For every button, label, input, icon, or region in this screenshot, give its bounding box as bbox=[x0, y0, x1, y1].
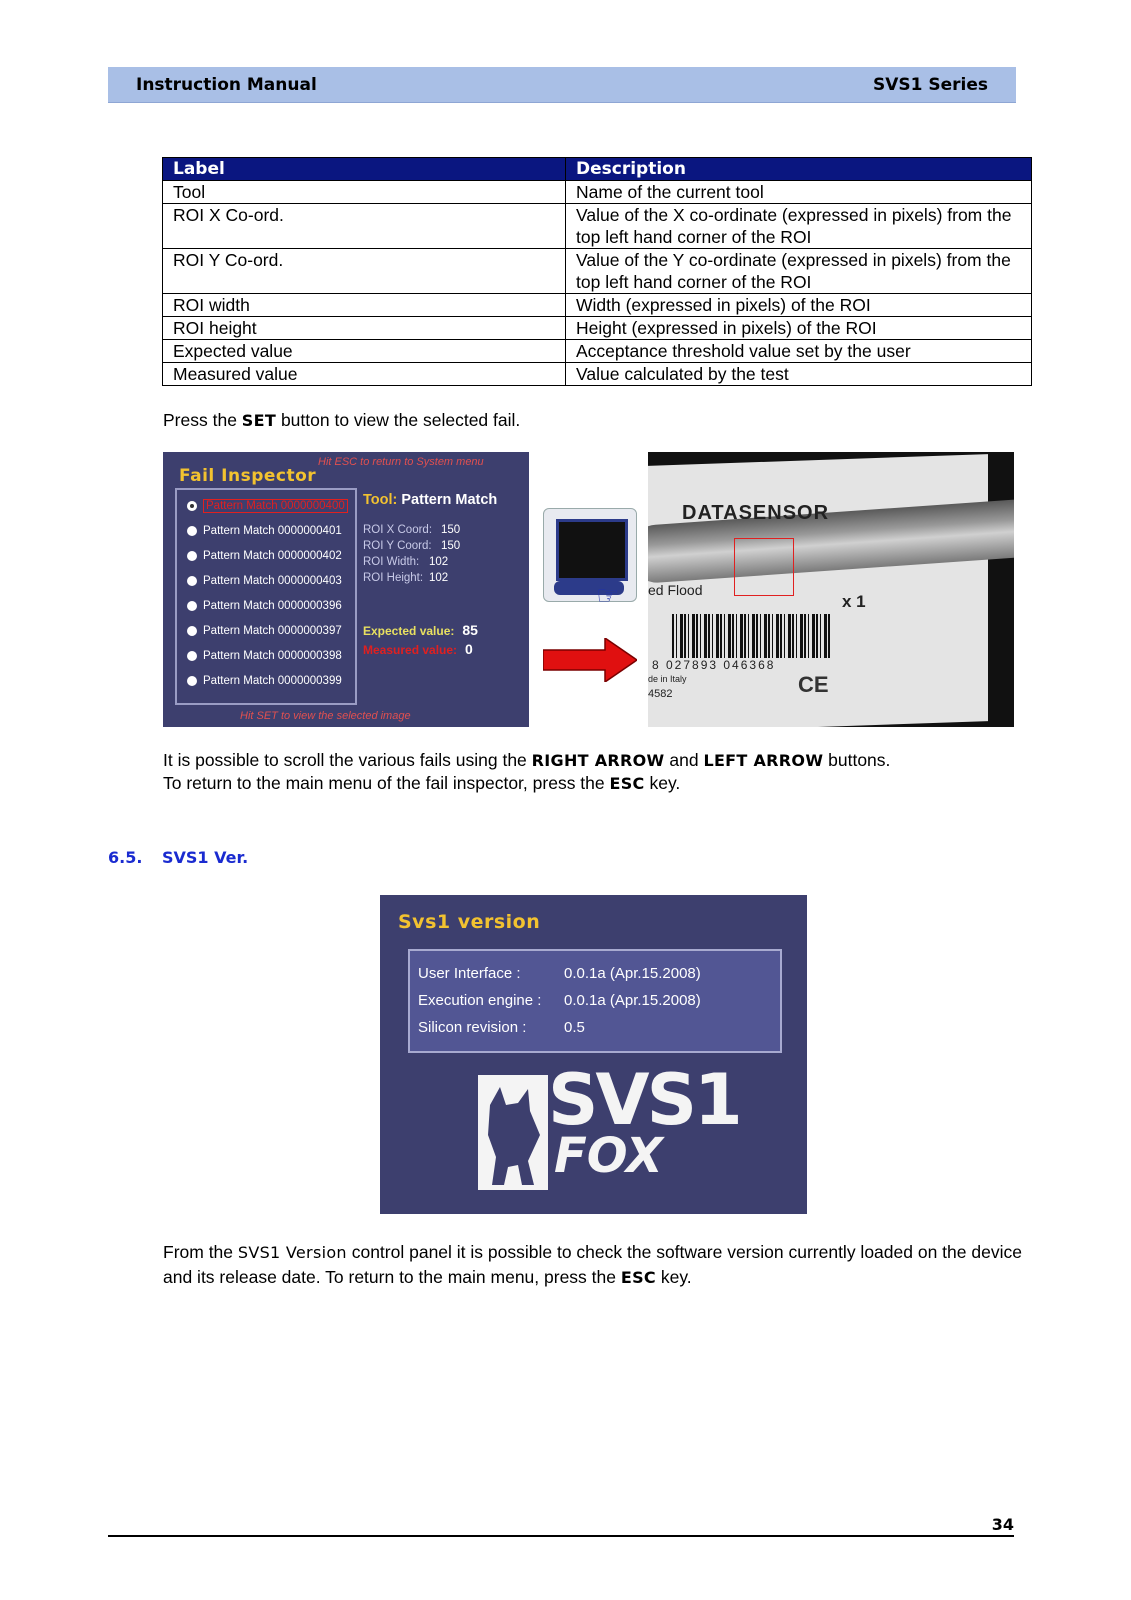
product-photo bbox=[648, 452, 1014, 727]
fail-list-item[interactable] bbox=[187, 671, 342, 691]
expected-value: 85 bbox=[462, 622, 478, 638]
table-cell-label: Measured value bbox=[163, 363, 566, 386]
count-text: x 1 bbox=[842, 592, 866, 611]
fail-inspector-screen bbox=[163, 452, 529, 727]
fail-list-item[interactable] bbox=[187, 646, 342, 666]
roi-value: 150 bbox=[441, 524, 461, 536]
text: From the bbox=[163, 1242, 238, 1262]
table-cell-label: ROI Y Co-ord. bbox=[163, 249, 566, 294]
version-row-ui bbox=[418, 965, 701, 982]
table-row bbox=[163, 181, 1032, 204]
table-row bbox=[163, 249, 1032, 294]
page-header bbox=[108, 67, 1016, 103]
fail-item-label: Pattern Match 0000000403 bbox=[203, 575, 342, 587]
table-header-row bbox=[163, 158, 1032, 181]
section-heading bbox=[108, 848, 248, 867]
expected-label: Expected value: bbox=[363, 624, 455, 638]
table-row bbox=[163, 317, 1032, 340]
fail-item-label: Pattern Match 0000000396 bbox=[203, 600, 342, 612]
column-header-label: Label bbox=[163, 158, 566, 181]
fail-list-item[interactable] bbox=[187, 496, 348, 516]
fail-item-label: Pattern Match 0000000397 bbox=[203, 625, 342, 637]
fail-item-label: Pattern Match 0000000399 bbox=[203, 675, 342, 687]
roi-width-readout bbox=[363, 556, 449, 568]
table-row bbox=[163, 294, 1032, 317]
key-left-arrow: LEFT ARROW bbox=[703, 751, 824, 770]
table-cell-description: Value calculated by the test bbox=[566, 363, 1032, 386]
logo-svs1-text: SVS1 bbox=[548, 1059, 740, 1141]
header-series: SVS1 Series bbox=[872, 75, 988, 95]
version-row-silicon bbox=[418, 1019, 585, 1036]
table-cell-label: Expected value bbox=[163, 340, 566, 363]
press-set-paragraph bbox=[163, 409, 520, 432]
radio-icon bbox=[187, 576, 197, 586]
key-right-arrow: RIGHT ARROW bbox=[531, 751, 665, 770]
text: and bbox=[664, 750, 704, 770]
radio-icon bbox=[187, 501, 197, 511]
tool-key: Tool: bbox=[363, 492, 398, 508]
tool-readout bbox=[363, 492, 497, 508]
text: To return to the main menu of the fail inspector, press the bbox=[163, 773, 610, 793]
fail-list bbox=[175, 488, 357, 705]
hint-esc: Hit ESC to return to System menu bbox=[318, 456, 484, 468]
key-esc: ESC bbox=[620, 1268, 656, 1287]
version-key: Silicon revision : bbox=[418, 1019, 527, 1036]
roi-key: ROI X Coord: bbox=[363, 524, 433, 536]
table-cell-label: ROI X Co-ord. bbox=[163, 204, 566, 249]
text: button to view the selected fail. bbox=[276, 410, 521, 430]
key-esc: ESC bbox=[609, 774, 645, 793]
text: Press the bbox=[163, 410, 242, 430]
radio-icon bbox=[187, 676, 197, 686]
radio-icon bbox=[187, 601, 197, 611]
label-description-table bbox=[162, 157, 1032, 386]
fail-item-label: Pattern Match 0000000400 bbox=[203, 499, 348, 513]
key-set: SET bbox=[241, 411, 277, 430]
version-key: Execution engine : bbox=[418, 992, 542, 1009]
fail-list-item[interactable] bbox=[187, 621, 342, 641]
table-cell-description: Value of the Y co-ordinate (expressed in pixels) from the top left hand corner of the ROI bbox=[566, 249, 1032, 294]
header-title: Instruction Manual bbox=[136, 75, 317, 95]
pointing-hand-icon: ☞ bbox=[596, 580, 620, 610]
table-cell-description: Value of the X co-ordinate (expressed in pixels) from the top left hand corner of the ROI bbox=[566, 204, 1032, 249]
table-cell-label: Tool bbox=[163, 181, 566, 204]
text: control panel it is possible to check the software version currently loaded on the device and its release date. To return to the main menu, press the bbox=[163, 1242, 1022, 1287]
tool-value: Pattern Match bbox=[401, 492, 498, 508]
table-cell-description: Name of the current tool bbox=[566, 181, 1032, 204]
roi-value: 102 bbox=[429, 556, 449, 568]
fail-item-label: Pattern Match 0000000398 bbox=[203, 650, 342, 662]
fail-list-item[interactable] bbox=[187, 596, 342, 616]
roi-key: ROI Y Coord: bbox=[363, 540, 432, 552]
svs1-version-screen bbox=[380, 895, 807, 1214]
text: buttons. bbox=[823, 750, 891, 770]
logo-fox-text: FOX bbox=[554, 1128, 663, 1184]
made-in-text: de in Italy bbox=[648, 674, 687, 684]
section-number: 6.5. bbox=[108, 848, 143, 867]
radio-icon bbox=[187, 651, 197, 661]
ce-mark: CE bbox=[798, 672, 829, 697]
measured-value: 0 bbox=[465, 641, 473, 657]
device-screen bbox=[556, 519, 628, 581]
roi-key: ROI Height: bbox=[363, 572, 424, 584]
brand-text: DATASENSOR bbox=[682, 502, 830, 524]
version-info-box bbox=[408, 949, 782, 1053]
fail-list-item[interactable] bbox=[187, 546, 342, 566]
measured-label: Measured value: bbox=[363, 643, 458, 657]
table-cell-description: Height (expressed in pixels) of the ROI bbox=[566, 317, 1032, 340]
barcode-graphic bbox=[672, 614, 832, 658]
svs1-version-term: SVS1 Version bbox=[237, 1243, 347, 1262]
radio-icon bbox=[187, 626, 197, 636]
table-cell-description: Width (expressed in pixels) of the ROI bbox=[566, 294, 1032, 317]
text: It is possible to scroll the various fails using the bbox=[163, 750, 532, 770]
column-header-description: Description bbox=[566, 158, 1032, 181]
device-image bbox=[543, 508, 637, 602]
barcode-digits: 8 027893 046368 bbox=[652, 658, 776, 672]
fail-list-item[interactable] bbox=[187, 571, 342, 591]
scroll-paragraph bbox=[163, 749, 890, 795]
version-value: 0.0.1a (Apr.15.2008) bbox=[564, 965, 701, 982]
version-key: User Interface : bbox=[418, 965, 521, 982]
roi-height-readout bbox=[363, 572, 449, 584]
table-cell-label: ROI height bbox=[163, 317, 566, 340]
version-value: 0.0.1a (Apr.15.2008) bbox=[564, 992, 701, 1009]
version-row-engine bbox=[418, 992, 701, 1009]
section-title: SVS1 Ver. bbox=[162, 848, 249, 867]
roi-key: ROI Width: bbox=[363, 556, 420, 568]
roi-value: 102 bbox=[429, 572, 449, 584]
hint-set: Hit SET to view the selected image bbox=[240, 710, 411, 722]
roi-rectangle bbox=[734, 538, 794, 596]
measured-value-readout bbox=[363, 641, 473, 657]
radio-icon bbox=[187, 526, 197, 536]
roi-x-readout bbox=[363, 524, 461, 536]
text: key. bbox=[655, 1267, 692, 1287]
expected-value-readout bbox=[363, 622, 478, 638]
table-row bbox=[163, 363, 1032, 386]
table-cell-label: ROI width bbox=[163, 294, 566, 317]
footer-rule bbox=[108, 1535, 1014, 1537]
version-value: 0.5 bbox=[564, 1019, 585, 1036]
table-cell-description: Acceptance threshold value set by the user bbox=[566, 340, 1032, 363]
right-arrow-icon bbox=[543, 638, 637, 682]
flood-text: ed Flood bbox=[648, 582, 703, 598]
svs1-fox-logo bbox=[468, 1059, 740, 1195]
fail-item-label: Pattern Match 0000000401 bbox=[203, 525, 342, 537]
fox-icon bbox=[468, 1065, 558, 1195]
fail-item-label: Pattern Match 0000000402 bbox=[203, 550, 342, 562]
fail-inspector-title: Fail Inspector bbox=[179, 466, 317, 486]
radio-icon bbox=[187, 551, 197, 561]
fail-list-item[interactable] bbox=[187, 521, 342, 541]
product-code: 4582 bbox=[648, 688, 673, 700]
text: key. bbox=[644, 773, 681, 793]
table-row bbox=[163, 204, 1032, 249]
version-paragraph bbox=[163, 1240, 1033, 1290]
roi-value: 150 bbox=[441, 540, 461, 552]
version-title: Svs1 version bbox=[398, 911, 541, 933]
page-number: 34 bbox=[991, 1515, 1014, 1534]
roi-y-readout bbox=[363, 540, 461, 552]
table-row bbox=[163, 340, 1032, 363]
